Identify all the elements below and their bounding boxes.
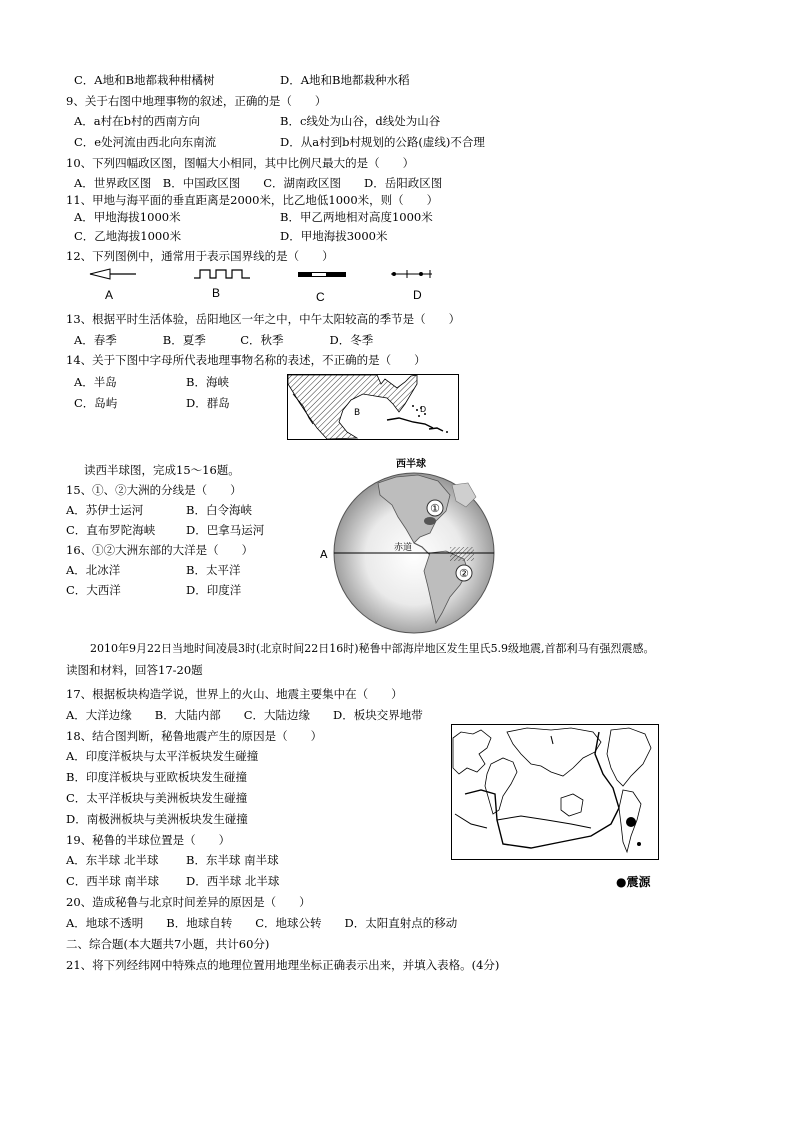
western-hemisphere-globe: [318, 455, 498, 637]
globe-mark-2: ②: [459, 567, 469, 580]
q20-options: A．地球不透明 B．地球自转 C．地球公转 D．太阳直射点的移动: [66, 916, 458, 930]
q11-option-a: A．甲地海拔1000米: [74, 210, 181, 224]
plate-tectonics-map: [451, 724, 659, 860]
q9-option-d: D．从a村到b村规划的公路(虚线)不合理: [280, 135, 485, 149]
q16-option-c: C．大西洋: [66, 583, 121, 597]
globe-title: 西半球: [396, 459, 426, 470]
section-2-heading: 二、综合题(本大题共7小题，共计60分): [66, 937, 270, 951]
q9-stem: 9、关于右图中地理事物的叙述，正确的是（ ）: [66, 94, 327, 108]
legend-a-arrow-line: [90, 269, 136, 279]
q10-stem: 10、下列四幅政区图，图幅大小相同，其中比例尺最大的是（ ）: [66, 156, 415, 170]
q14-option-c: C．岛屿: [74, 396, 118, 410]
material-line-2: 读图和材料，回答17-20题: [66, 663, 203, 677]
q8-option-d: D．A地和B地都栽种水稻: [280, 73, 410, 87]
q9-option-c: C．e处河流由西北向东南流: [74, 135, 217, 149]
q14-option-b: B．海峡: [186, 375, 229, 389]
globe-mark-1: ①: [430, 502, 440, 515]
q13-options: A．春季 B．夏季 C．秋季 D．冬季: [74, 333, 374, 347]
q17-stem: 17、根据板块构造学说，世界上的火山、地震主要集中在（ ）: [66, 687, 403, 701]
q9-option-a: A．a村在b村的西南方向: [74, 114, 201, 128]
q15-option-a: A．苏伊士运河: [66, 503, 144, 517]
q15-option-d: D．巴拿马运河: [186, 523, 265, 537]
legend-c-thick-bar: [298, 272, 346, 277]
intro-15-16: 读西半球图，完成15～16题。: [84, 463, 240, 477]
map14-label-d: D: [420, 405, 427, 414]
q13-stem: 13、根据平时生活体验，岳阳地区一年之中，中午太阳较高的季节是（ ）: [66, 312, 461, 326]
globe-equator-label: 赤道: [394, 543, 413, 553]
q18-option-d: D．南极洲板块与美洲板块发生碰撞: [66, 812, 248, 826]
q19-option-b: B．东半球 南半球: [186, 853, 279, 867]
q18-option-a: A．印度洋板块与太平洋板块发生碰撞: [66, 749, 259, 763]
legend-label-c: C: [316, 290, 325, 304]
q15-option-b: B．白令海峡: [186, 503, 252, 517]
q10-options: A．世界政区图 B．中国政区图 C．湖南政区图 D．岳阳政区图: [74, 176, 443, 190]
quake-legend: ●震源: [616, 875, 651, 889]
q18-option-c: C．太平洋板块与美洲板块发生碰撞: [66, 791, 248, 805]
q18-stem: 18、结合图判断，秘鲁地震产生的原因是（ ）: [66, 729, 323, 743]
legend-label-b: B: [212, 286, 221, 300]
q16-option-b: B．太平洋: [186, 563, 241, 577]
q11-option-c: C．乙地海拔1000米: [74, 229, 182, 243]
q16-option-d: D．印度洋: [186, 583, 242, 597]
q12-legend-symbols: [88, 265, 438, 285]
q11-stem: 11、甲地与海平面的垂直距离是2000米，比乙地低1000米，则（ ）: [66, 193, 439, 207]
q19-option-a: A．东半球 北半球: [66, 853, 159, 867]
q8-option-c: C．A地和B地都栽种柑橘树: [74, 73, 215, 87]
material-line-1: 2010年9月22日当地时间凌晨3时(北京时间22日16时)秘鲁中部海岸地区发生里氏5.9级地震,首都利马有强烈震感。: [90, 642, 655, 655]
q12-stem: 12、下列图例中，通常用于表示国界线的是（ ）: [66, 249, 334, 263]
q14-option-a: A．半岛: [74, 375, 117, 389]
q16-stem: 16、①②大洲东部的大洋是（ ）: [66, 543, 254, 557]
q9-option-b: B．c线处为山谷，d线处为山谷: [280, 114, 441, 128]
q14-option-d: D．群岛: [186, 396, 230, 410]
q20-stem: 20、造成秘鲁与北京时间差异的原因是（ ）: [66, 895, 311, 909]
q18-option-b: B．印度洋板块与亚欧板块发生碰撞: [66, 770, 247, 784]
q16-option-a: A．北冰洋: [66, 563, 121, 577]
q17-options: A．大洋边缘 B．大陆内部 C．大陆边缘 D．板块交界地带: [66, 708, 423, 722]
map14-label-b: B: [354, 408, 361, 418]
q11-option-d: D．甲地海拔3000米: [280, 229, 388, 243]
q11-option-b: B．甲乙两地相对高度1000米: [280, 210, 433, 224]
q21-stem: 21、将下列经纬网中特殊点的地理位置用地理坐标正确表示出来，并填入表格。(4分): [66, 958, 500, 972]
epicenter-marker: [626, 817, 636, 827]
legend-label-a: A: [105, 288, 114, 302]
q19-stem: 19、秘鲁的半球位置是（ ）: [66, 833, 231, 847]
legend-label-d: D: [413, 288, 422, 302]
globe-point-a: A: [320, 548, 328, 561]
legend-d-dot-dash: [391, 270, 432, 278]
q14-stem: 14、关于下图中字母所代表地理事物名称的表述，不正确的是（ ）: [66, 353, 426, 367]
legend-b-square-wave: [194, 270, 250, 278]
gulf-of-mexico-map: [287, 374, 459, 440]
q15-stem: 15、①、②大洲的分线是（ ）: [66, 483, 242, 497]
q15-option-c: C．直布罗陀海峡: [66, 523, 156, 537]
q19-option-c: C．西半球 南半球: [66, 874, 159, 888]
q19-option-d: D．西半球 北半球: [186, 874, 280, 888]
